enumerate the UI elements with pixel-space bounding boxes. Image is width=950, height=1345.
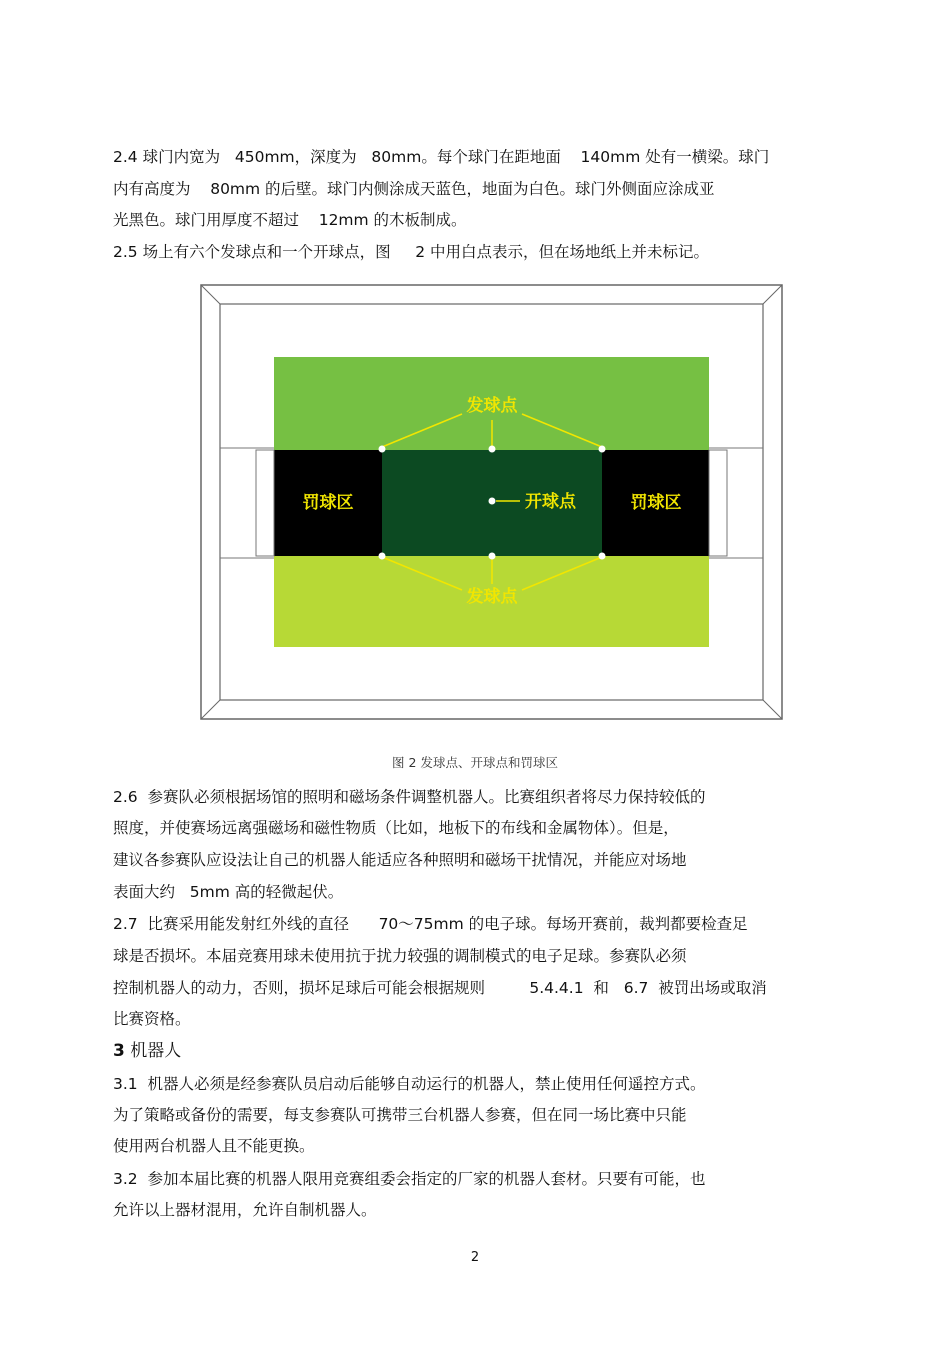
center-spot xyxy=(489,498,496,505)
figure-caption: 图 2 发球点、开球点和罚球区 xyxy=(392,755,558,770)
field-diagram xyxy=(200,284,783,720)
kickoff-spot xyxy=(379,446,386,453)
para-3-2-line-1: 3.2 参加本届比赛的机器人限用竞赛组委会指定的厂家的机器人套材。只要有可能，也 xyxy=(113,1170,706,1188)
section-title: 机器人 xyxy=(124,1041,182,1061)
para-3-1-line-1: 3.1 机器人必须是经参赛队员启动后能够自动运行的机器人，禁止使用任何遥控方式。 xyxy=(113,1075,706,1093)
para-2-7-line-2: 球是否损坏。本届竞赛用球未使用抗于扰力较强的调制模式的电子足球。参赛队必须 xyxy=(113,947,687,965)
para-2-4-line-1: 2.4 球门内宽为 450mm，深度为 80mm。每个球门在距地面 140mm 处有一横梁。球门 xyxy=(113,148,770,166)
para-2-6-line-4: 表面大约 5mm 高的轻微起伏。 xyxy=(113,883,344,901)
page-number: 2 xyxy=(470,1250,480,1265)
center-spot-label: 开球点 xyxy=(525,492,576,512)
para-2-4-line-2: 内有高度为 80mm 的后壁。球门内侧涂成天蓝色，地面为白色。球门外侧面应涂成亚 xyxy=(113,180,715,198)
para-3-1-line-3: 使用两台机器人且不能更换。 xyxy=(113,1137,315,1155)
kickoff-spot xyxy=(599,553,606,560)
kickoff-spot xyxy=(489,446,496,453)
kickoff-spot-label-top: 发球点 xyxy=(466,396,518,416)
para-2-6-line-2: 照度，并使赛场远离强磁场和磁性物质（比如，地板下的布线和金属物体）。但是， xyxy=(113,819,679,837)
para-2-6-line-1: 2.6 参赛队必须根据场馆的照明和磁场条件调整机器人。比赛组织者将尽力保持较低的 xyxy=(113,788,706,806)
para-2-7-line-4: 比赛资格。 xyxy=(113,1010,191,1028)
para-2-7-line-3: 控制机器人的动力，否则，损坏足球后可能会根据规则 5.4.4.1 和 6.7 被罚出场或取消 xyxy=(113,979,767,997)
kickoff-spot xyxy=(599,446,606,453)
para-2-7-line-1: 2.7 比赛采用能发射红外线的直径 70～75mm 的电子球。每场开赛前，裁判都要检查足 xyxy=(113,915,748,933)
section-heading xyxy=(113,1039,181,1063)
kickoff-spot xyxy=(379,553,386,560)
para-2-6-line-3: 建议各参赛队应设法让自己的机器人能适应各种照明和磁场干扰情况，并能应对场地 xyxy=(113,851,687,869)
para-3-1-line-2: 为了策略或备份的需要，每支参赛队可携带三台机器人参赛，但在同一场比赛中只能 xyxy=(113,1106,687,1124)
penalty-area-right-label: 罚球区 xyxy=(630,493,682,513)
section-number: 3 xyxy=(113,1041,125,1061)
kickoff-spot xyxy=(489,553,496,560)
penalty-area-left-label: 罚球区 xyxy=(302,493,354,513)
kickoff-spot-label-bottom: 发球点 xyxy=(466,587,518,607)
para-2-5-line-1: 2.5 场上有六个发球点和一个开球点，图 2 中用白点表示，但在场地纸上并未标记。 xyxy=(113,243,710,261)
para-2-4-line-3: 光黑色。球门用厚度不超过 12mm 的木板制成。 xyxy=(113,211,467,229)
para-3-2-line-2: 允许以上器材混用，允许自制机器人。 xyxy=(113,1201,377,1219)
